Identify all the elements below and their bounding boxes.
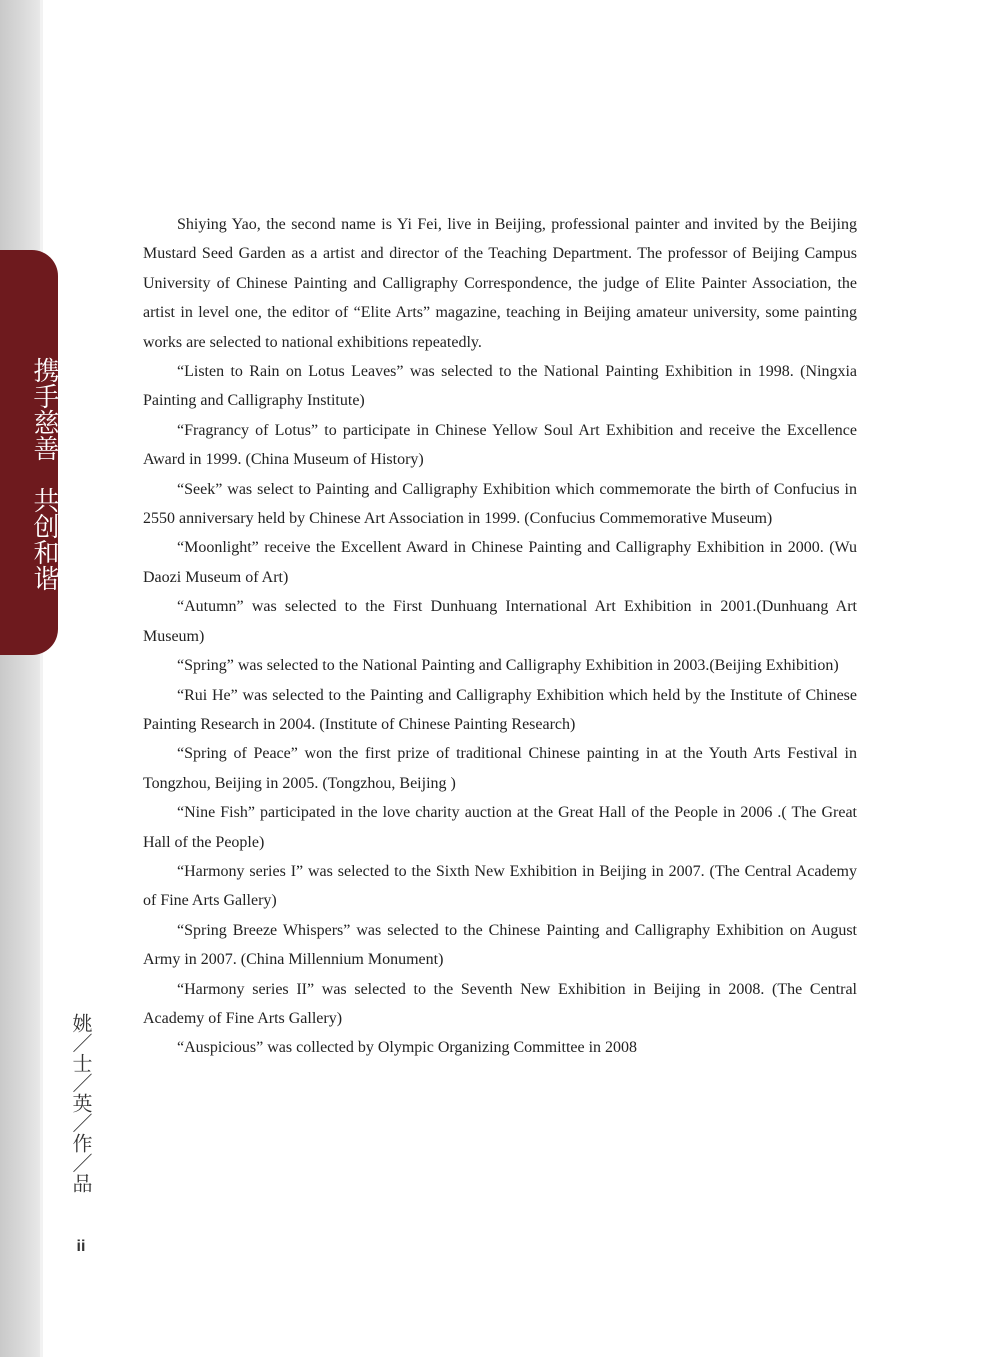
paragraph-exhibition: “Autumn” was selected to the First Dunhuang International Art Exhibition in 2001.(Dunhuang Art Museum) <box>143 598 857 645</box>
paragraph-exhibition: “Spring Breeze Whispers” was selected to the Chinese Painting and Calligraphy Exhibition on August Army in 2007. (China Millennium Monument) <box>143 921 857 969</box>
sidebar-tab <box>0 250 58 655</box>
paragraph-exhibition: “Moonlight” receive the Excellent Award in Chinese Painting and Calligraphy Exhibition in 2000. (Wu Daozi Museum of Art) <box>143 539 857 586</box>
book-title-vertical: 姚／士／英／作／品 <box>69 1013 93 1193</box>
paragraph-exhibition: “Nine Fish” participated in the love charity auction at the Great Hall of the People in 2006 .( The Great Hall of the People) <box>143 804 857 851</box>
paragraph-exhibition: “Spring of Peace” won the first prize of traditional Chinese painting in at the Youth Arts Festival in Tongzhou, Beijing in 2005. (Tongzhou, Beijing ) <box>143 745 857 792</box>
page-number: ii <box>76 1238 86 1255</box>
spine-divider <box>40 0 43 1357</box>
sidebar-tab-text: 携手慈善 共创和谐 <box>29 357 59 591</box>
paragraph-exhibition: “Harmony series I” was selected to the Sixth New Exhibition in Beijing in 2007. (The Central Academy of Fine Arts Gallery) <box>143 862 857 910</box>
paragraph-exhibition: “Rui He” was selected to the Painting and Calligraphy Exhibition which held by the Institute of Chinese Painting Research in 2004. (Institute of Chinese Painting Research) <box>143 686 857 733</box>
biography-text <box>143 210 857 1063</box>
paragraph-bio: Shiying Yao, the second name is Yi Fei, live in Beijing, professional painter and invited by the Beijing Mustard Seed Garden as a artist and director of the Teaching Department. The professor of Beijing Campus University of Chinese Painting and Calligraphy Correspondence, the judge of Elite Painter Association, the artist in level one, the editor of “Elite Arts” magazine, teaching in Beijing amateur university, some painting works are selected to national exhibitions repeatedly. <box>143 216 857 351</box>
paragraph-exhibition: “Fragrancy of Lotus” to participate in Chinese Yellow Soul Art Exhibition and receive the Excellence Award in 1999. (China Museum of History) <box>143 421 857 469</box>
paragraph-exhibition: “Seek” was select to Painting and Calligraphy Exhibition which commemorate the birth of Confucius in 2550 anniversary held by Chinese Art Association in 1999. (Confucius Commemorative Museum) <box>143 480 857 528</box>
paragraph-exhibition: “Spring” was selected to the National Painting and Calligraphy Exhibition in 2003.(Beijing Exhibition) <box>177 657 839 675</box>
spine-bar <box>0 0 40 1357</box>
paragraph-exhibition: “Harmony series II” was selected to the Seventh New Exhibition in Beijing in 2008. (The Central Academy of Fine Arts Gallery) <box>143 980 857 1027</box>
paragraph-exhibition: “Listen to Rain on Lotus Leaves” was selected to the National Painting Exhibition in 1998. (Ningxia Painting and Calligraphy Institute) <box>143 363 857 410</box>
paragraph-exhibition: “Auspicious” was collected by Olympic Organizing Committee in 2008 <box>177 1039 638 1057</box>
